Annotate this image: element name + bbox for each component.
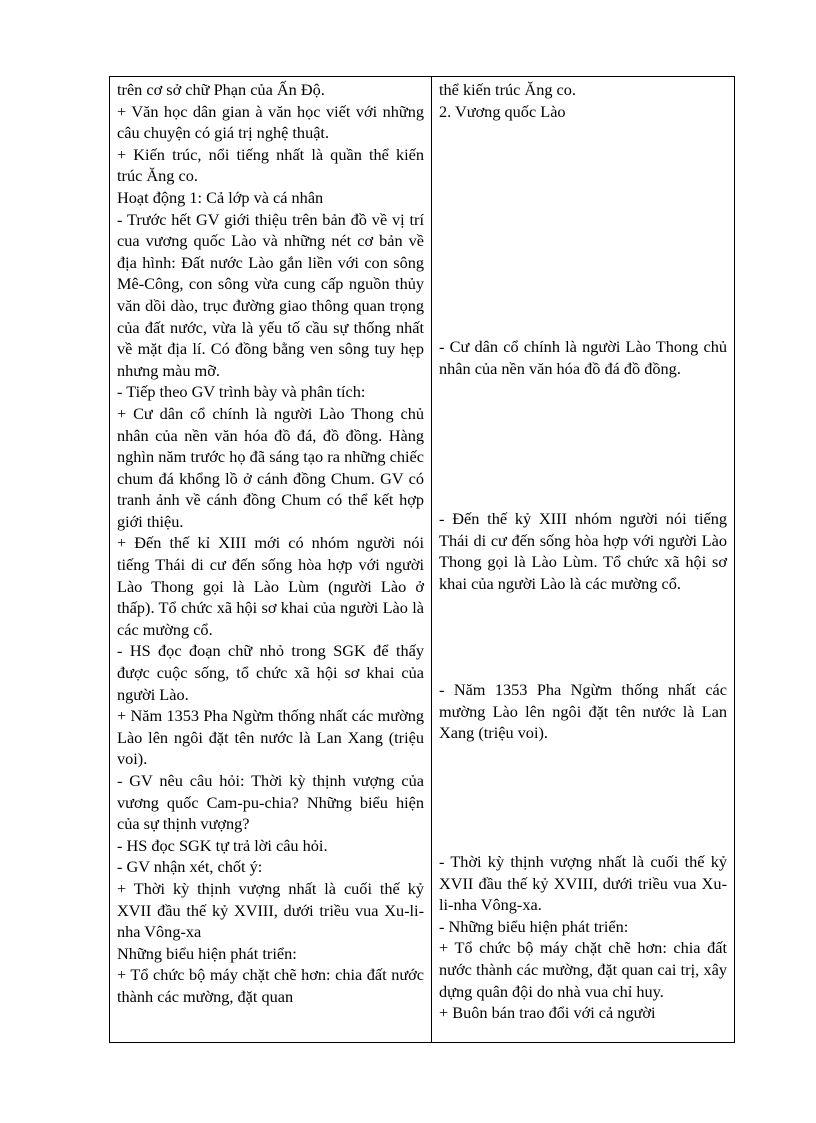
right-block-ang-co [439, 79, 727, 122]
left-para-12: - GV nhận xét, chốt ý: [117, 857, 263, 877]
right-para-lao-thong: - Cư dân cổ chính là người Lào Thong chủ nhân của nền văn hóa đồ đá đồ đồng. [439, 337, 727, 378]
right-para-signs: - Những biểu hiện phát triển: [439, 916, 629, 936]
left-para-1: + Văn học dân gian à văn học viết với những câu chuyện có giá trị nghệ thuật. [117, 101, 424, 143]
right-para-ang-co: thể kiến trúc Ăng co. [439, 80, 576, 99]
knowledge-column [432, 77, 734, 1042]
left-para-6: + Cư dân cổ chính là người Lào Thong chủ nhân của nền văn hóa đồ đá, đồ đồng. Hàng nghìn năm trước họ đã sáng tạo ra những chiếc chum đá khổng lồ ở cánh đồng Chum. GV có tranh ảnh về cánh đồng Chum có thể kết hợp giới thiệu. [117, 403, 424, 531]
right-block-prosperity [439, 851, 727, 1024]
left-para-14: Những biểu hiện phát triển: [117, 943, 297, 963]
teacher-activity-column [110, 77, 432, 1042]
right-block-lao-thong [439, 336, 727, 379]
left-para-13: + Thời kỳ thịnh vượng nhất là cuối thế kỷ XVII đầu thế kỷ XVIII, dưới triều vua Xu-li-nha Vông-xa [117, 878, 424, 942]
right-para-lao-lum: - Đến thế kỷ XIII nhóm người nói tiếng Thái di cư đến sống hòa hợp với người Lào Thong gọi là Lào Lùm. Tổ chức xã hội sơ khai của người Lào là các mường cổ. [439, 509, 727, 593]
left-para-5: - Tiếp theo GV trình bày và phân tích: [117, 382, 366, 402]
right-para-lan-xang: - Năm 1353 Pha Ngừm thống nhất các mường Lào lên ngôi đặt tên nước là Lan Xang (triệu voi). [439, 680, 727, 743]
left-para-2: + Kiến trúc, nổi tiếng nhất là quần thể kiến trúc Ăng co. [117, 144, 424, 186]
left-para-3: Hoạt động 1: Cả lớp và cá nhân [117, 187, 324, 207]
left-para-10: - GV nêu câu hỏi: Thời kỳ thịnh vượng của vương quốc Cam-pu-chia? Những biểu hiện của sự thịnh vượng? [117, 771, 424, 834]
left-para-15: + Tổ chức bộ máy chặt chẽ hơn: chia đất nước thành các mường, đặt quan [117, 965, 424, 1006]
left-para-4: - Trước hết GV giới thiệu trên bản đồ về vị trí cua vương quốc Lào và những nét cơ bản về địa hình: Đất nước Lào gắn liền với con sông Mê-Công, con sông vừa cung cấp nguồn thủy văn dồi dào, trục đường giao thông quan trọng của đất nước, vừa là yếu tố cầu sự thống nhất về mặt địa lí. Có đồng bằng ven sông tuy hẹp nhưng màu mỡ. [117, 209, 424, 380]
right-block-lao-lum [439, 508, 727, 594]
left-para-11: - HS đọc SGK tự trả lời câu hỏi. [117, 835, 328, 855]
right-para-trade: + Buôn bán trao đổi với cả người [439, 1003, 656, 1023]
left-para-8: - HS đọc đoạn chữ nhỏ trong SGK để thấy được cuộc sống, tổ chức xã hội sơ khai của người Lào. [117, 641, 424, 704]
right-para-organization: + Tổ chức bộ máy chặt chẽ hơn: chia đất nước thành các mường, đặt quan cai trị, xây dựng quân đội do nhà vua chỉ huy. [439, 938, 727, 1001]
right-block-lan-xang [439, 679, 727, 744]
lesson-table [109, 76, 735, 1043]
left-para-7: + Đến thế kỉ XIII mới có nhóm người nói tiếng Thái di cư đến sống hòa hợp với người Lào Thong gọi là Lào Lùm (người Lào ở thấp). Tổ chức xã hội sơ khai của người Lào là các mường cổ. [117, 533, 424, 639]
section-heading-laos: 2. Vương quốc Lào [439, 101, 566, 121]
right-para-prosperity: - Thời kỳ thịnh vượng nhất là cuối thế kỷ XVII đầu thế kỷ XVIII, dưới triều vua Xu-li-nha Vông-xa. [439, 852, 727, 915]
left-para-9: + Năm 1353 Pha Ngừm thống nhất các mường Lào lên ngôi đặt tên nước là Lan Xang (triệu voi). [117, 706, 424, 769]
left-para-0: trên cơ sở chữ Phạn của Ấn Độ. [117, 80, 325, 99]
